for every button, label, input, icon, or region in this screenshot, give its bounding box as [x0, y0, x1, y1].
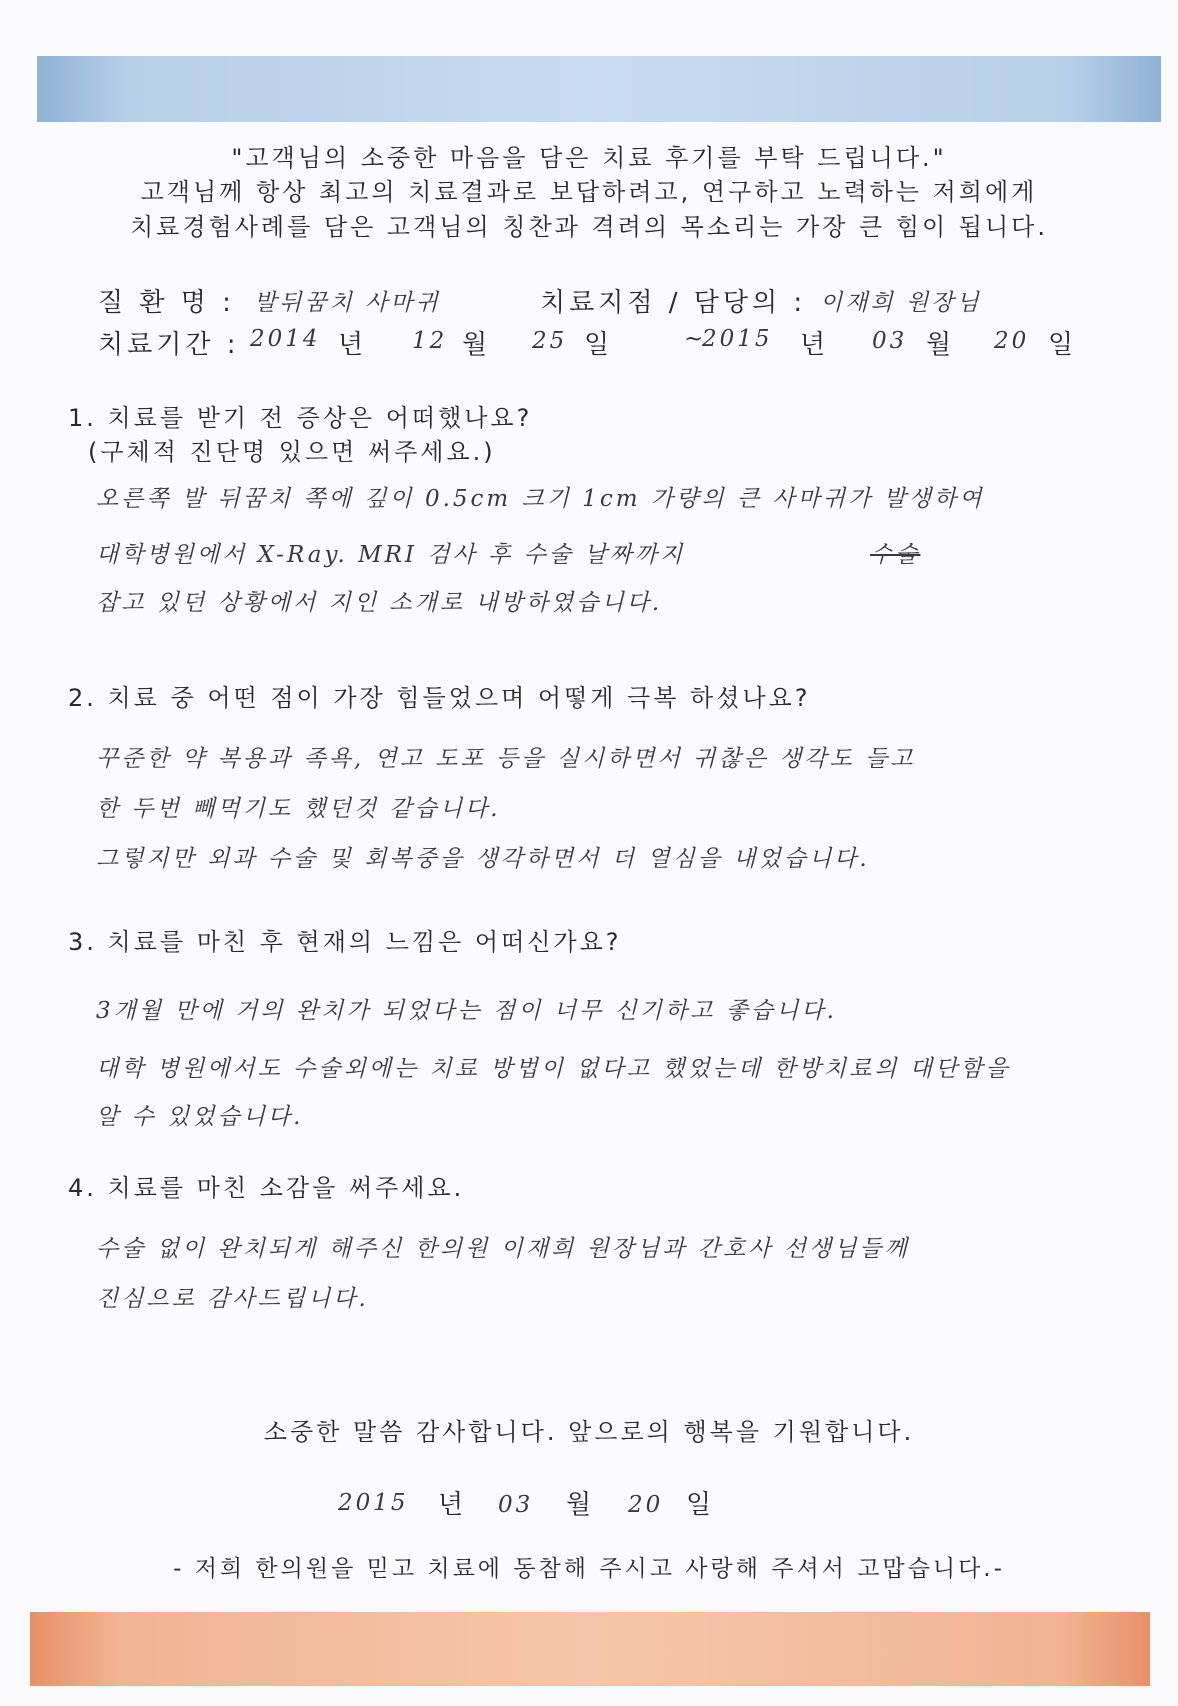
answer-2-line-2: 한 두번 빼먹기도 했던것 같습니다.: [96, 796, 501, 822]
start-day: 25: [532, 328, 568, 354]
end-day-unit: 일: [1048, 330, 1078, 360]
answer-3-line-1: 3개월 만에 거의 완치가 되었다는 점이 너무 신기하고 좋습니다.: [96, 998, 837, 1024]
answer-4-line-1: 수술 없이 완치되게 해주신 한의원 이재희 원장님과 간호사 선생님들께: [96, 1236, 910, 1262]
answer-1-line-2: 대학병원에서 X-Ray. MRI 검사 후 수술 날짜까지: [96, 542, 686, 568]
question-1-note: (구체적 진단명 있으면 써주세요.): [88, 438, 496, 466]
intro-line-3: 치료경험사례를 담은 고객님의 칭찬과 격려의 목소리는 가장 큰 힘이 됩니다.: [130, 213, 1048, 241]
closing-thanks: 소중한 말씀 감사합니다. 앞으로의 행복을 기원합니다.: [263, 1418, 915, 1446]
answer-1-struck-word: 수술: [870, 542, 921, 568]
start-day-unit: 일: [584, 330, 614, 360]
end-day: 20: [994, 328, 1030, 354]
question-1: 1. 치료를 받기 전 증상은 어떠했나요?: [68, 404, 533, 432]
question-3: 3. 치료를 마친 후 현재의 느낌은 어떠신가요?: [68, 928, 622, 956]
answer-1-line-1: 오른쪽 발 뒤꿈치 쪽에 깊이 0.5cm 크기 1cm 가량의 큰 사마귀가 발생하여: [96, 486, 985, 512]
branch-doctor-label: 치료지점 / 담당의 :: [540, 288, 807, 318]
closing-day: 20: [628, 1492, 664, 1518]
closing-year-unit: 년: [438, 1490, 468, 1520]
period-label: 치료기간 :: [98, 330, 240, 360]
end-year-unit: 년: [800, 330, 830, 360]
answer-2-line-1: 꾸준한 약 복용과 족욕, 연고 도포 등을 실시하면서 귀찮은 생각도 들고: [96, 746, 916, 772]
intro-line-2: 고객님께 항상 최고의 치료결과로 보답하려고, 연구하고 노력하는 저희에게: [140, 178, 1038, 206]
end-prefix: ~: [684, 326, 707, 352]
answer-3-line-3: 알 수 있었습니다.: [96, 1104, 304, 1130]
disease-value: 발뒤꿈치 사마귀: [254, 290, 441, 316]
bottom-decorative-band: [30, 1612, 1150, 1686]
question-4: 4. 치료를 마친 소감을 써주세요.: [68, 1174, 465, 1202]
start-month-unit: 월: [462, 330, 492, 360]
intro-line-1: "고객님의 소중한 마음을 담은 치료 후기를 부탁 드립니다.": [231, 144, 947, 172]
answer-3-line-2: 대학 병원에서도 수술외에는 치료 방법이 없다고 했었는데 한방치료의 대단함을: [96, 1056, 1011, 1082]
closing-year: 2015: [338, 1490, 409, 1516]
closing-day-unit: 일: [686, 1490, 716, 1520]
answer-2-line-3: 그렇지만 외과 수술 및 회복중을 생각하면서 더 열심을 내었습니다.: [96, 846, 870, 872]
disease-label: 질 환 명 :: [98, 288, 235, 318]
start-year: 2014: [250, 326, 321, 352]
start-month: 12: [412, 328, 448, 354]
answer-1-line-3: 잡고 있던 상황에서 지인 소개로 내방하였습니다.: [96, 590, 663, 616]
closing-footer: - 저희 한의원을 믿고 치료에 동참해 주시고 사랑해 주셔서 고맙습니다.-: [173, 1556, 1005, 1582]
end-year: 2015: [702, 326, 773, 352]
start-year-unit: 년: [338, 330, 368, 360]
end-month-unit: 월: [926, 330, 956, 360]
branch-doctor-value: 이재희 원장님: [820, 290, 982, 316]
closing-month: 03: [498, 1492, 534, 1518]
top-decorative-band: [37, 56, 1161, 122]
end-month: 03: [872, 328, 908, 354]
question-2: 2. 치료 중 어떤 점이 가장 힘들었으며 어떻게 극복 하셨나요?: [68, 684, 811, 712]
answer-4-line-2: 진심으로 감사드립니다.: [96, 1286, 369, 1312]
closing-month-unit: 월: [566, 1490, 596, 1520]
